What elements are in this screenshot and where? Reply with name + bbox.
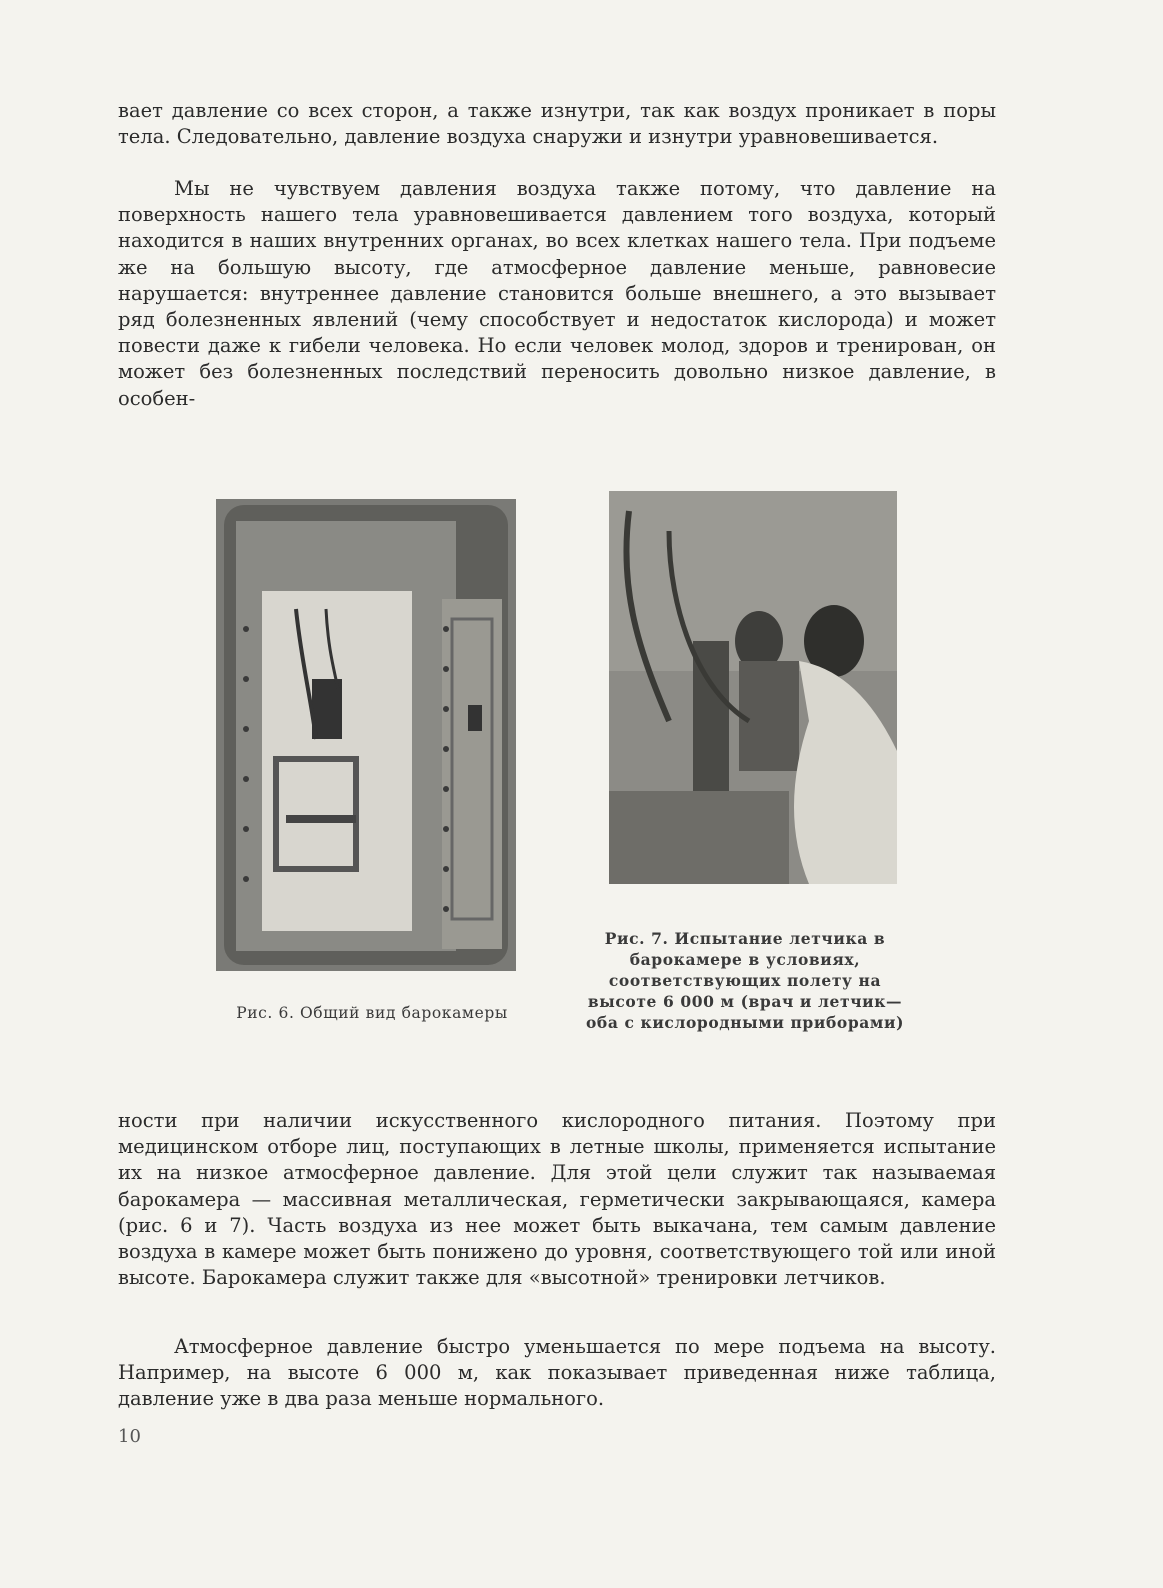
paragraph-1: вает давление со всех сторон, а также изнутри, так как воздух проникает в поры тела. Следовательно, давление воздуха снаружи и изнутри уравновешивается. [118, 99, 996, 149]
page-number: 10 [118, 1426, 141, 1447]
paragraph-2: Мы не чувствуем давления воздуха также потому, что давление на поверхность нашего тела уравновешивается давлением того воздуха, который находится в наших внутренних органах, во всех клетках нашего тела. При подъеме же на большую высоту, где атмосферное давление меньше, равновесие нарушается: внутреннее давление становится больше внешнего, а это вызывает ряд болезненных явлений (чему способствует и недостаток кислорода) и может повести даже к гибели человека. Но если человек молод, здоров и тренирован, он может без болезненных последствий переносить довольно низкое давление, в особен- [118, 177, 996, 410]
figure-6-caption: Рис. 6. Общий вид барокамеры [236, 1004, 508, 1022]
figure-7-caption: Рис. 7. Испытание летчика в барокамере в условиях, соответствующих полету на высоте 6 000 м (врач и летчик—оба с кислородными приборами) [585, 929, 905, 1032]
figure-6-pressure-chamber-photo [216, 499, 516, 971]
paragraph-4: Атмосферное давление быстро уменьшается по мере подъема на высоту. Например, на высоте 6 000 м, как показывает приведенная ниже таблица, давление уже в два раза меньше нормального. [118, 1335, 996, 1411]
figure-7-pilot-test-photo [609, 491, 897, 884]
paragraph-3: ности при наличии искусственного кислородного питания. Поэтому при медицинском отборе лиц, поступающих в летные школы, применяется испытание их на низкое атмосферное давление. Для этой цели служит так называемая барокамера — массивная металлическая, герметически закрывающаяся, камера (рис. 6 и 7). Часть воздуха из нее может быть выкачана, тем самым давление воздуха в камере может быть понижено до уровня, соответствующего той или иной высоте. Барокамера служит также для «высотной» тренировки летчиков. [118, 1109, 996, 1290]
